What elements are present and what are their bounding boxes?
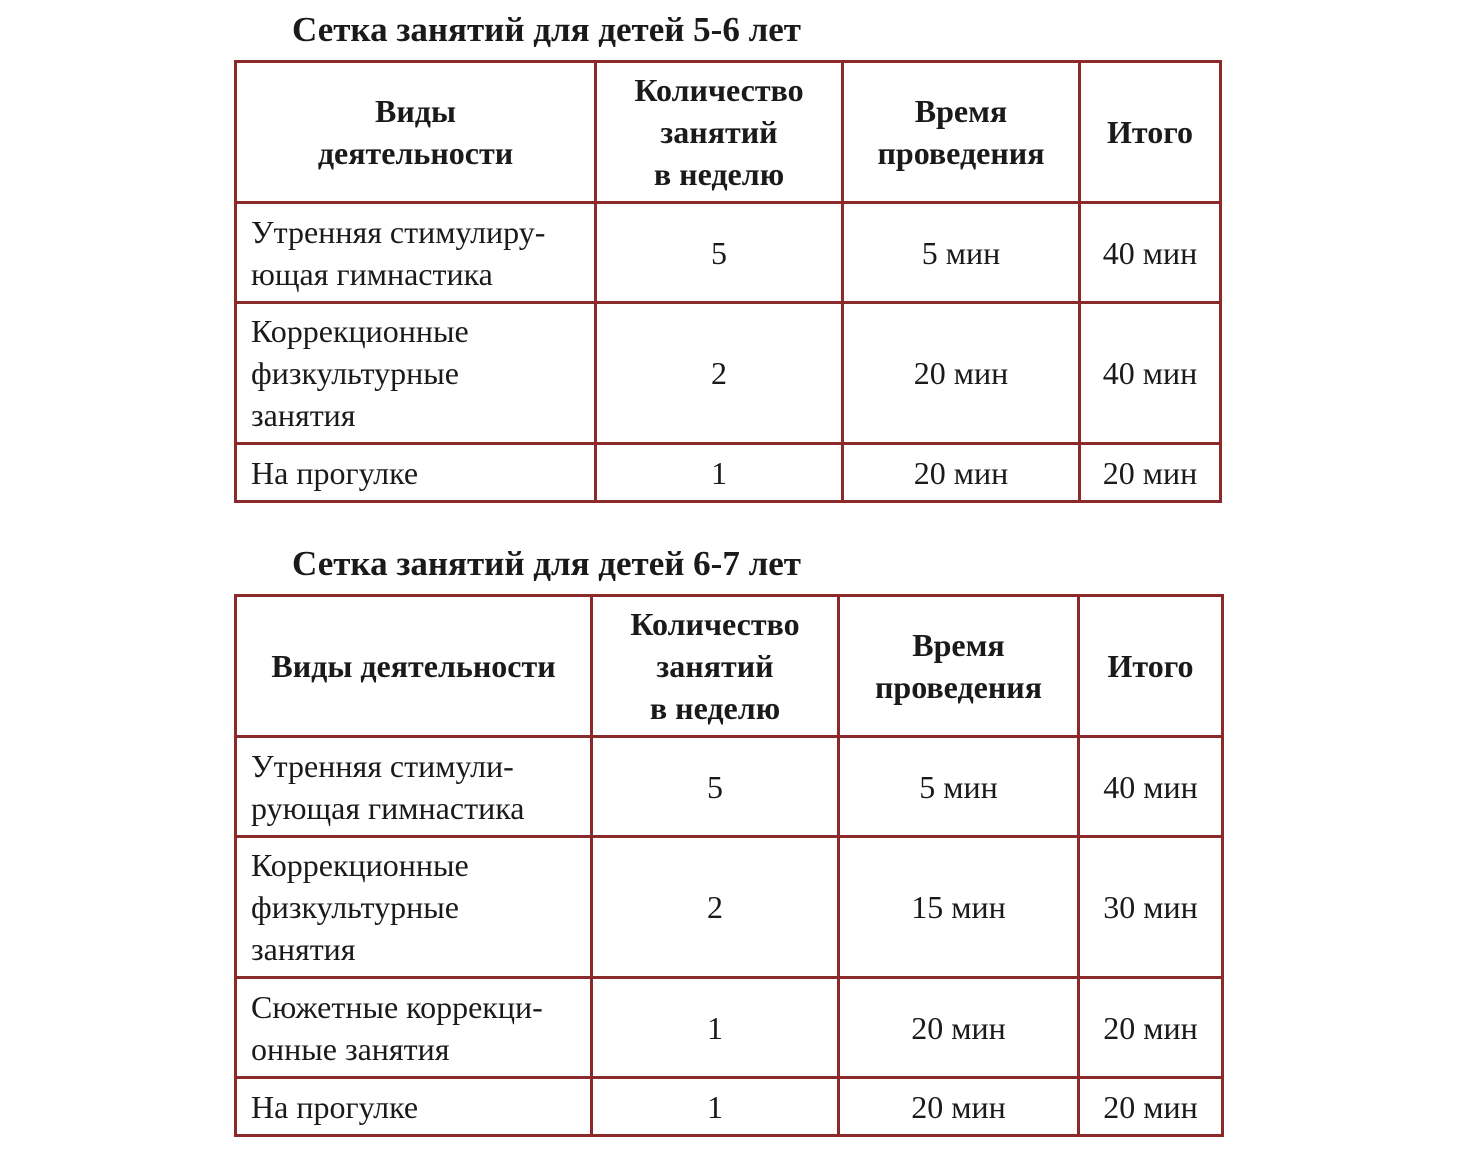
header-cell-activity [236, 596, 592, 737]
header-text: Время [914, 93, 1008, 129]
count-cell: 1 [592, 978, 839, 1078]
header-text: проведения [874, 669, 1043, 705]
activity-text: физкультурные [251, 355, 459, 391]
activity-cell [236, 444, 596, 502]
header-text: Итого [1107, 648, 1194, 684]
header-text: Количество [630, 606, 800, 642]
table-title: Сетка занятий для детей 6-7 лет [292, 544, 801, 583]
table-row [236, 737, 1223, 837]
header-text: в неделю [653, 156, 785, 192]
activity-cell [236, 837, 592, 978]
table-row [236, 1078, 1223, 1136]
total-cell: 40 мин [1080, 303, 1221, 444]
count-cell: 1 [596, 444, 843, 502]
duration-cell: 5 мин [843, 203, 1080, 303]
activity-text: онные занятия [251, 1030, 450, 1067]
activity-cell [236, 737, 592, 837]
activity-text: На прогулке [251, 1088, 419, 1125]
duration-cell: 5 мин [839, 737, 1079, 837]
activity-text: ющая гимнастика [251, 255, 493, 292]
activity-text: Сюжетные коррекци- [251, 988, 543, 1025]
activity-text: рующая гимнастика [251, 789, 525, 826]
header-text: занятий [660, 114, 778, 150]
total-cell: 20 мин [1080, 444, 1221, 502]
header-cell-total [1080, 62, 1221, 203]
activity-text: На прогулке [251, 454, 419, 491]
count-cell: 5 [592, 737, 839, 837]
header-text: Время [912, 627, 1005, 663]
header-text: Виды деятельности [271, 648, 556, 684]
activity-text: занятия [251, 397, 356, 433]
header-text: Итого [1107, 114, 1193, 150]
activity-cell [236, 1078, 592, 1136]
header-text: Виды [375, 93, 456, 129]
activity-text: Утренняя стимули- [251, 747, 514, 784]
header-cell-total [1079, 596, 1223, 737]
table-row [236, 978, 1223, 1078]
table-row [236, 203, 1221, 303]
header-cell-count [592, 596, 839, 737]
header-text: деятельности [317, 135, 514, 171]
duration-cell: 20 мин [843, 303, 1080, 444]
header-row [236, 62, 1221, 203]
count-cell: 2 [592, 837, 839, 978]
header-text: проведения [877, 135, 1045, 171]
header-row [236, 596, 1223, 737]
header-cell-activity [236, 62, 596, 203]
activity-text: Утренняя стимулиру- [251, 213, 546, 250]
total-cell: 30 мин [1079, 837, 1223, 978]
header-text: в неделю [649, 690, 781, 726]
duration-cell: 20 мин [839, 978, 1079, 1078]
activity-text: Коррекционные [251, 313, 469, 349]
schedule-table [234, 60, 1222, 503]
activity-text: физкультурные [251, 889, 459, 925]
table-row [236, 837, 1223, 978]
activity-cell [236, 978, 592, 1078]
header-cell-duration [839, 596, 1079, 737]
duration-cell: 20 мин [843, 444, 1080, 502]
activity-text: занятия [251, 931, 356, 967]
header-text: занятий [656, 648, 774, 684]
total-cell: 40 мин [1080, 203, 1221, 303]
header-text: Количество [634, 72, 804, 108]
count-cell: 1 [592, 1078, 839, 1136]
total-cell: 20 мин [1079, 1078, 1223, 1136]
activity-cell [236, 303, 596, 444]
table-row [236, 303, 1221, 444]
table-row [236, 444, 1221, 502]
schedule-table [234, 594, 1224, 1137]
duration-cell: 20 мин [839, 1078, 1079, 1136]
count-cell: 2 [596, 303, 843, 444]
total-cell: 20 мин [1079, 978, 1223, 1078]
table-title: Сетка занятий для детей 5-6 лет [292, 10, 801, 49]
activity-cell [236, 203, 596, 303]
header-cell-duration [843, 62, 1080, 203]
duration-cell: 15 мин [839, 837, 1079, 978]
count-cell: 5 [596, 203, 843, 303]
activity-text: Коррекционные [251, 847, 469, 883]
total-cell: 40 мин [1079, 737, 1223, 837]
header-cell-count [596, 62, 843, 203]
